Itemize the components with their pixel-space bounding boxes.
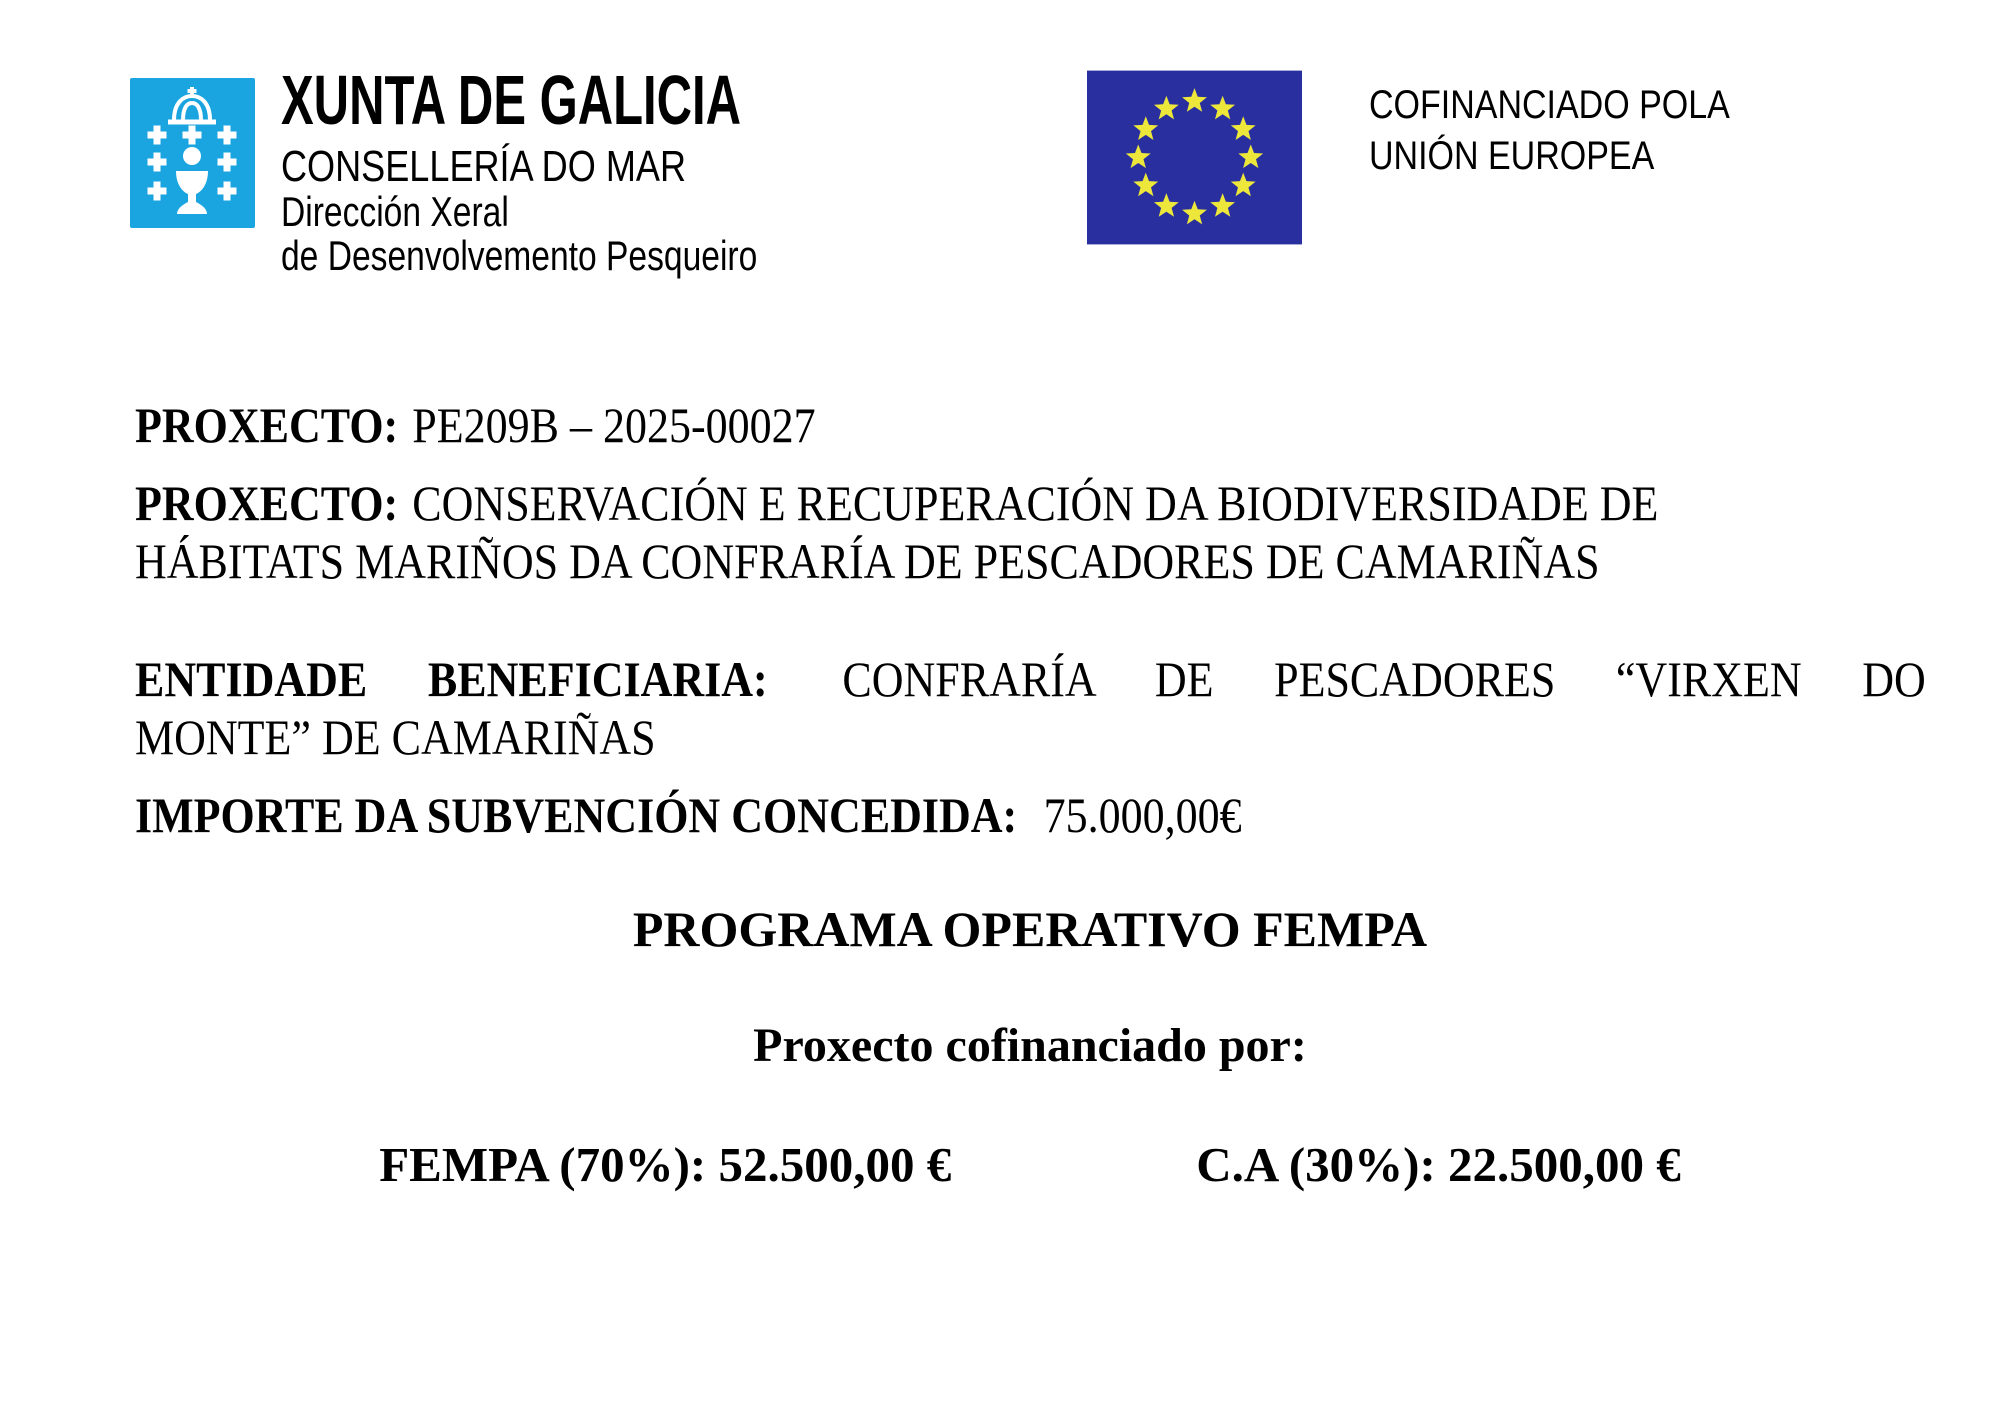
project-code-value: PE209B – 2025-00027 [412, 397, 816, 453]
project-title-line1 [135, 474, 1710, 532]
beneficiary-text2: MONTE” DE CAMARIÑAS [135, 709, 656, 765]
beneficiary-line1 [135, 650, 1926, 708]
cofinancing-amounts-row [135, 1136, 1925, 1193]
xunta-title: XUNTA DE GALICIA [281, 61, 742, 139]
eu-flag [1087, 70, 1302, 245]
grant-amount-label: IMPORTE DA SUBVENCIÓN CONCEDIDA: [135, 787, 1018, 843]
eu-cofunding-text [1369, 80, 1794, 182]
beneficiary-paragraph [135, 650, 1925, 766]
xunta-header-text [281, 61, 938, 279]
host-icon [183, 147, 201, 165]
project-code-line [135, 396, 1710, 454]
beneficiary-text1: CONFRARÍA DE PESCADORES “VIRXEN DO [842, 651, 1926, 707]
project-code-label: PROXECTO: [135, 397, 399, 453]
cofinanced-by-heading: Proxecto cofinanciado por: [753, 1019, 1307, 1072]
conselleria-subtitle: CONSELLERÍA DO MAR [281, 142, 687, 191]
ca-amount: C.A (30%): 22.500,00 € [1196, 1137, 1681, 1192]
project-title-paragraph [135, 474, 1925, 590]
grant-amount-line [135, 786, 1710, 844]
project-title-text1: CONSERVACIÓN E RECUPERACIÓN DA BIODIVERSIDADE DE [412, 475, 1659, 531]
beneficiary-label: ENTIDADE BENEFICIARIA: [135, 651, 768, 707]
beneficiary-line2 [135, 708, 1710, 766]
fempa-amount: FEMPA (70%): 52.500,00 € [379, 1137, 952, 1192]
programa-operativo-heading: PROGRAMA OPERATIVO FEMPA [632, 901, 1428, 957]
project-title-line2 [135, 532, 1710, 590]
grant-amount-value: 75.000,00€ [1043, 787, 1242, 843]
project-title-text2: HÁBITATS MARIÑOS DA CONFRARÍA DE PESCADORES DE CAMARIÑAS [135, 533, 1600, 589]
xunta-de-galicia-logo [130, 78, 255, 228]
desenvolvemento-line: de Desenvolvemento Pesqueiro [281, 232, 758, 279]
cofinanciado-line: COFINANCIADO POLA [1369, 83, 1730, 127]
union-europea-line: UNIÓN EUROPEA [1369, 134, 1655, 178]
direccion-line: Dirección Xeral [281, 188, 509, 235]
project-title-label: PROXECTO: [135, 475, 399, 531]
